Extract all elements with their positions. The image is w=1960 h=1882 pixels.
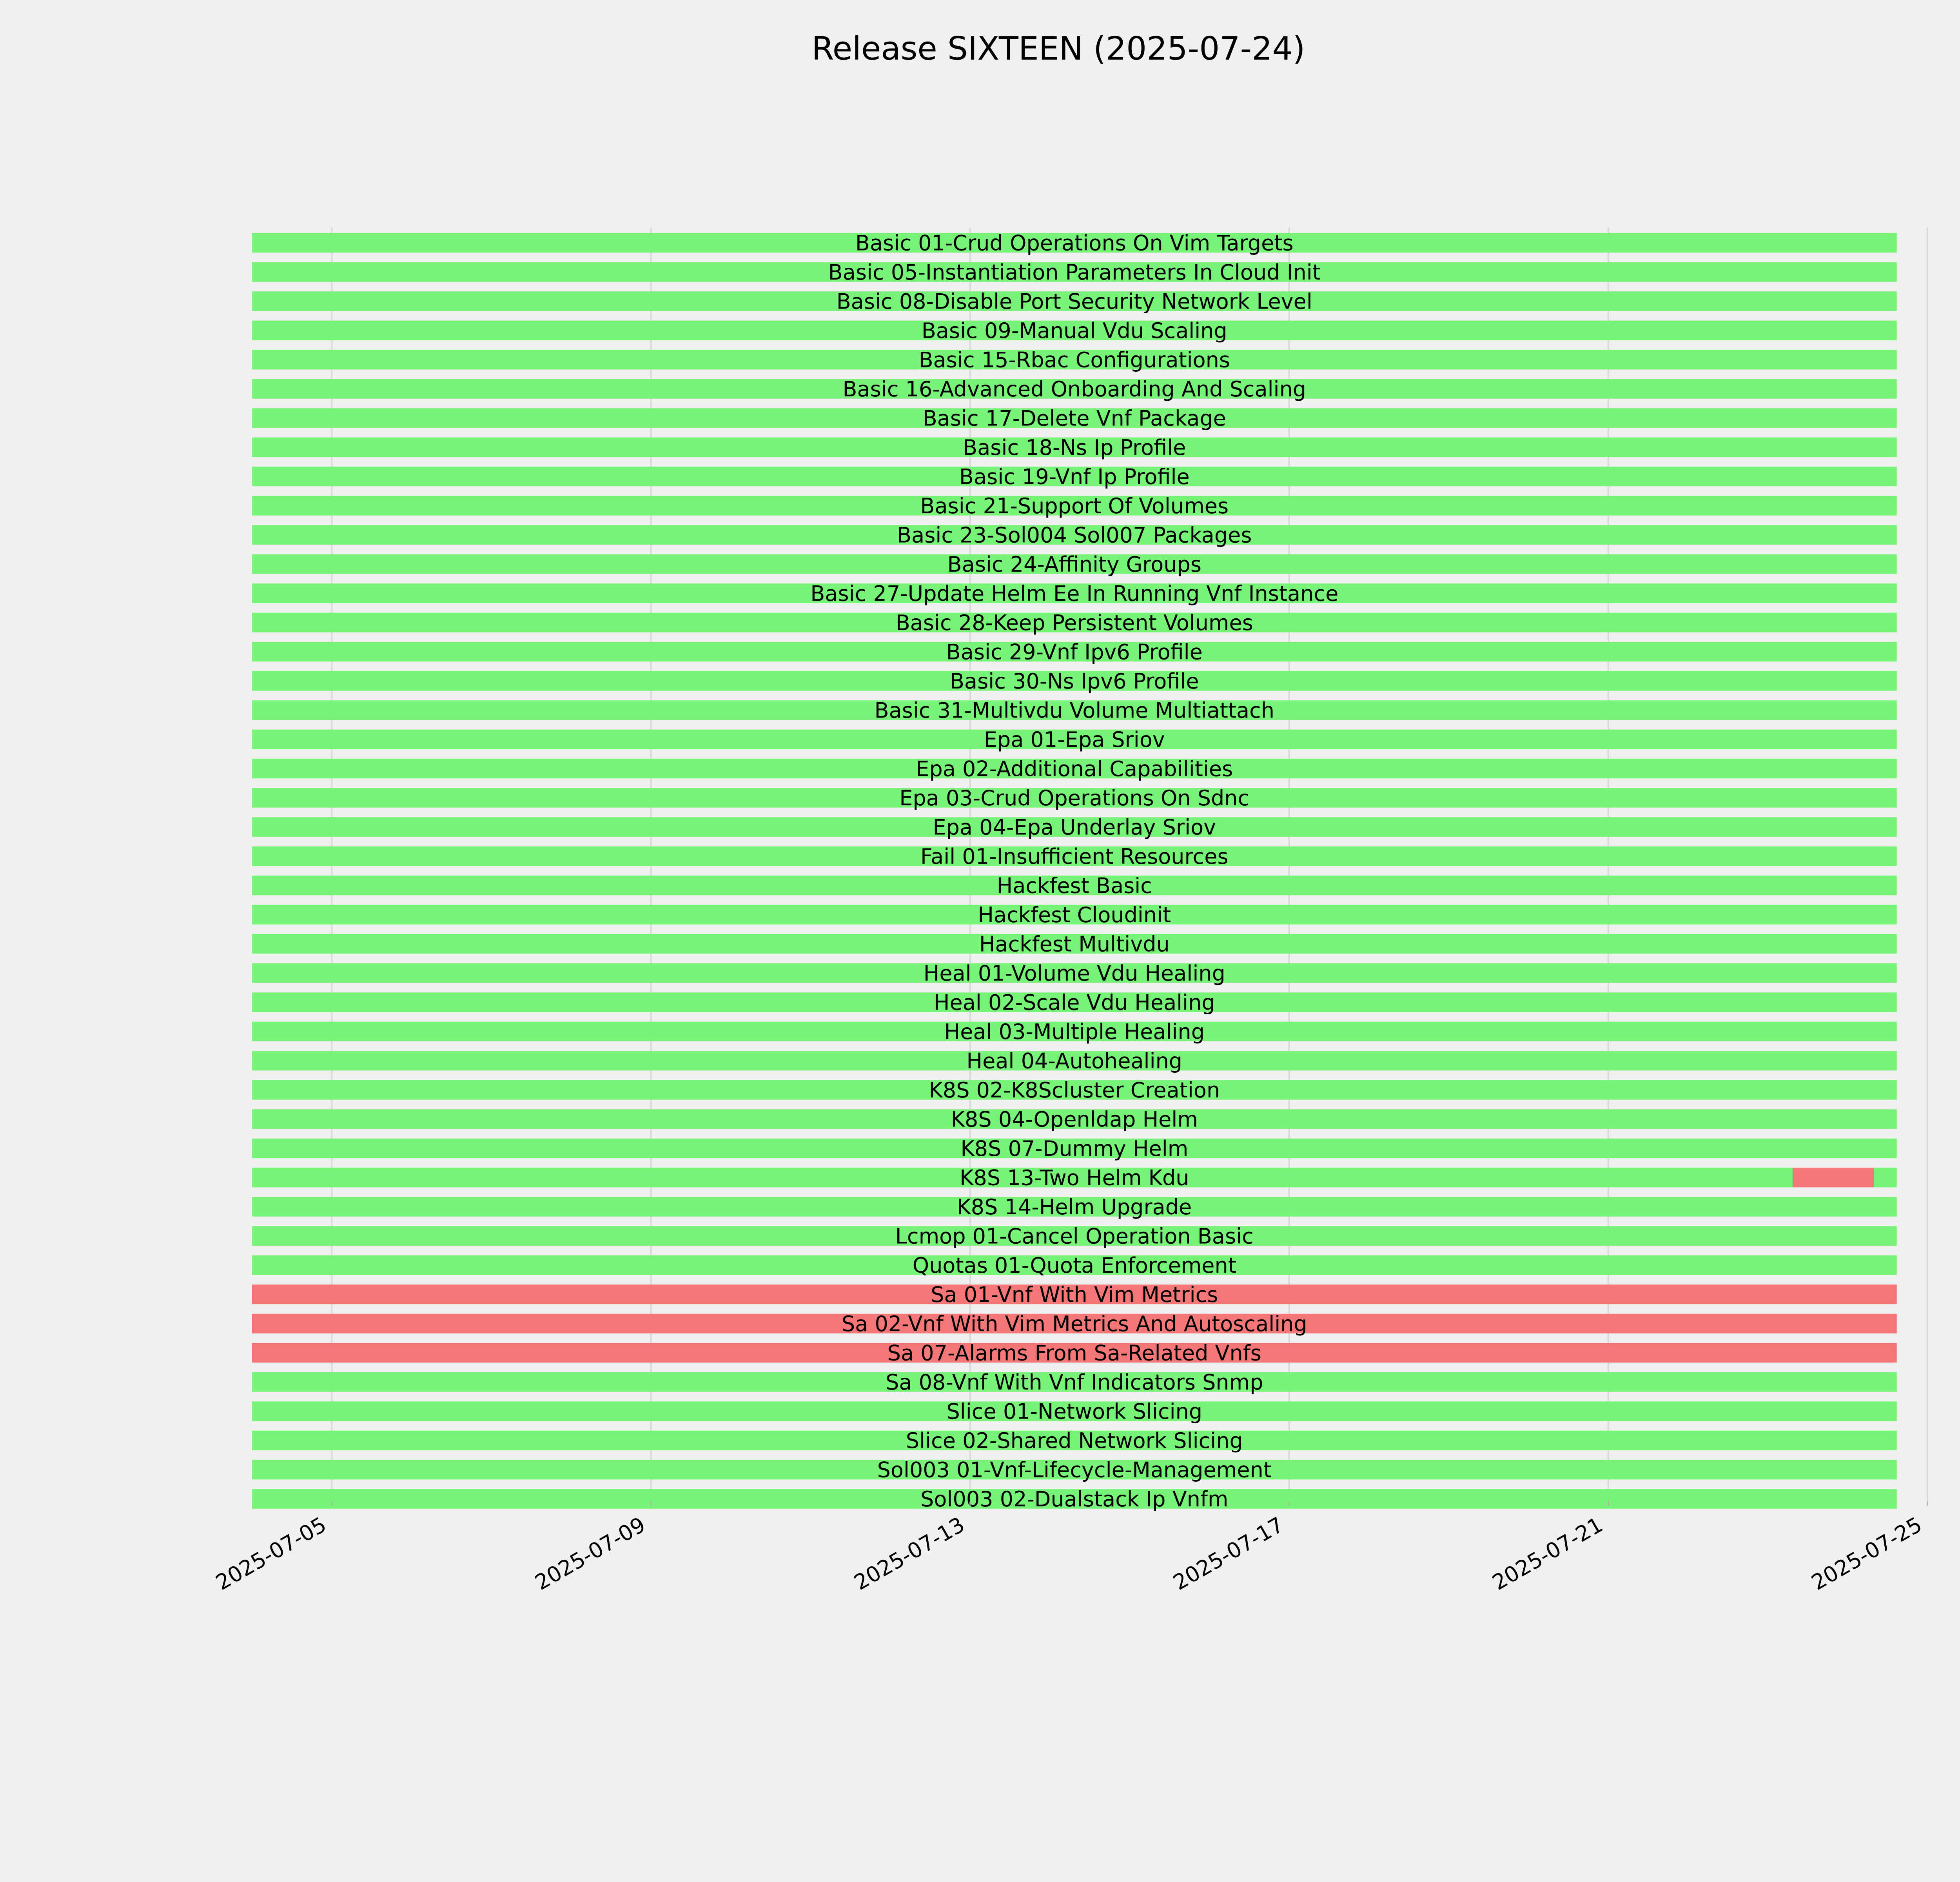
row-label: Basic 24-Affinity Groups [947, 552, 1201, 577]
row-label: K8S 02-K8Scluster Creation [929, 1077, 1220, 1103]
row-label: Sol003 02-Dualstack Ip Vnfm [920, 1486, 1229, 1511]
row-label: Sa 02-Vnf With Vim Metrics And Autoscaling [841, 1311, 1307, 1336]
row-label: Basic 16-Advanced Onboarding And Scaling [842, 376, 1307, 401]
row-label: K8S 07-Dummy Helm [960, 1136, 1189, 1161]
row-label: Basic 21-Support Of Volumes [920, 493, 1229, 518]
row-label: Basic 23-Sol004 Sol007 Packages [897, 523, 1252, 548]
row-label: K8S 14-Helm Upgrade [957, 1194, 1192, 1219]
row-label: Basic 18-Ns Ip Profile [963, 435, 1186, 460]
row-label: Basic 05-Instantiation Parameters In Cloud Init [828, 260, 1321, 285]
x-tick-label: 2025-07-05 [211, 1512, 331, 1595]
row-label: Basic 19-Vnf Ip Profile [959, 464, 1190, 489]
row-label: Sol003 01-Vnf-Lifecycle-Management [877, 1457, 1272, 1482]
row-label: Basic 15-Rbac Configurations [918, 347, 1230, 372]
x-tick-label: 2025-07-25 [1807, 1512, 1926, 1595]
row-label: K8S 04-Openldap Helm [951, 1107, 1198, 1132]
bar-segment-fail [1793, 1168, 1874, 1187]
row-label: Basic 29-Vnf Ipv6 Profile [946, 639, 1203, 665]
row-label: Sa 08-Vnf With Vnf Indicators Snmp [886, 1370, 1263, 1395]
x-tick-label: 2025-07-17 [1169, 1512, 1288, 1595]
row-label: Slice 02-Shared Network Slicing [906, 1428, 1243, 1453]
row-label: Slice 01-Network Slicing [946, 1399, 1203, 1424]
row-label: Sa 01-Vnf With Vim Metrics [931, 1282, 1218, 1307]
row-label: Basic 27-Update Helm Ee In Running Vnf Instance [810, 581, 1339, 606]
row-label: Epa 01-Epa Sriov [984, 727, 1165, 752]
chart-title: Release SIXTEEN (2025-07-24) [811, 30, 1305, 67]
row-label: Hackfest Cloudinit [978, 902, 1171, 927]
row-label: Hackfest Multivdu [979, 932, 1170, 957]
row-label: Epa 02-Additional Capabilities [916, 756, 1233, 781]
x-tick-label: 2025-07-21 [1488, 1512, 1607, 1595]
row-label: Heal 02-Scale Vdu Healing [933, 990, 1215, 1015]
row-label: Hackfest Basic [996, 873, 1152, 898]
row-label: Basic 17-Delete Vnf Package [922, 406, 1226, 431]
row-label: Lcmop 01-Cancel Operation Basic [895, 1224, 1254, 1249]
row-label: Fail 01-Insufficient Resources [920, 844, 1229, 869]
row-label: Heal 01-Volume Vdu Healing [923, 961, 1225, 986]
row-label: Basic 30-Ns Ipv6 Profile [950, 669, 1199, 694]
row-label: K8S 13-Two Helm Kdu [960, 1165, 1189, 1190]
row-label: Heal 04-Autohealing [966, 1048, 1183, 1074]
bar-segment-pass [1874, 1168, 1897, 1187]
row-label: Basic 08-Disable Port Security Network Level [836, 289, 1312, 314]
x-tick-label: 2025-07-13 [849, 1512, 969, 1595]
row-label: Epa 03-Crud Operations On Sdnc [899, 785, 1250, 810]
row-label: Basic 01-Crud Operations On Vim Targets [855, 231, 1294, 256]
row-label: Basic 31-Multivdu Volume Multiattach [874, 698, 1275, 723]
row-label: Epa 04-Epa Underlay Sriov [933, 815, 1216, 840]
row-label: Basic 09-Manual Vdu Scaling [921, 318, 1227, 343]
row-label: Quotas 01-Quota Enforcement [912, 1253, 1236, 1278]
x-tick-label: 2025-07-09 [530, 1512, 650, 1595]
row-label: Basic 28-Keep Persistent Volumes [895, 610, 1253, 635]
row-label: Sa 07-Alarms From Sa-Related Vnfs [887, 1341, 1261, 1366]
row-label: Heal 03-Multiple Healing [944, 1019, 1205, 1044]
